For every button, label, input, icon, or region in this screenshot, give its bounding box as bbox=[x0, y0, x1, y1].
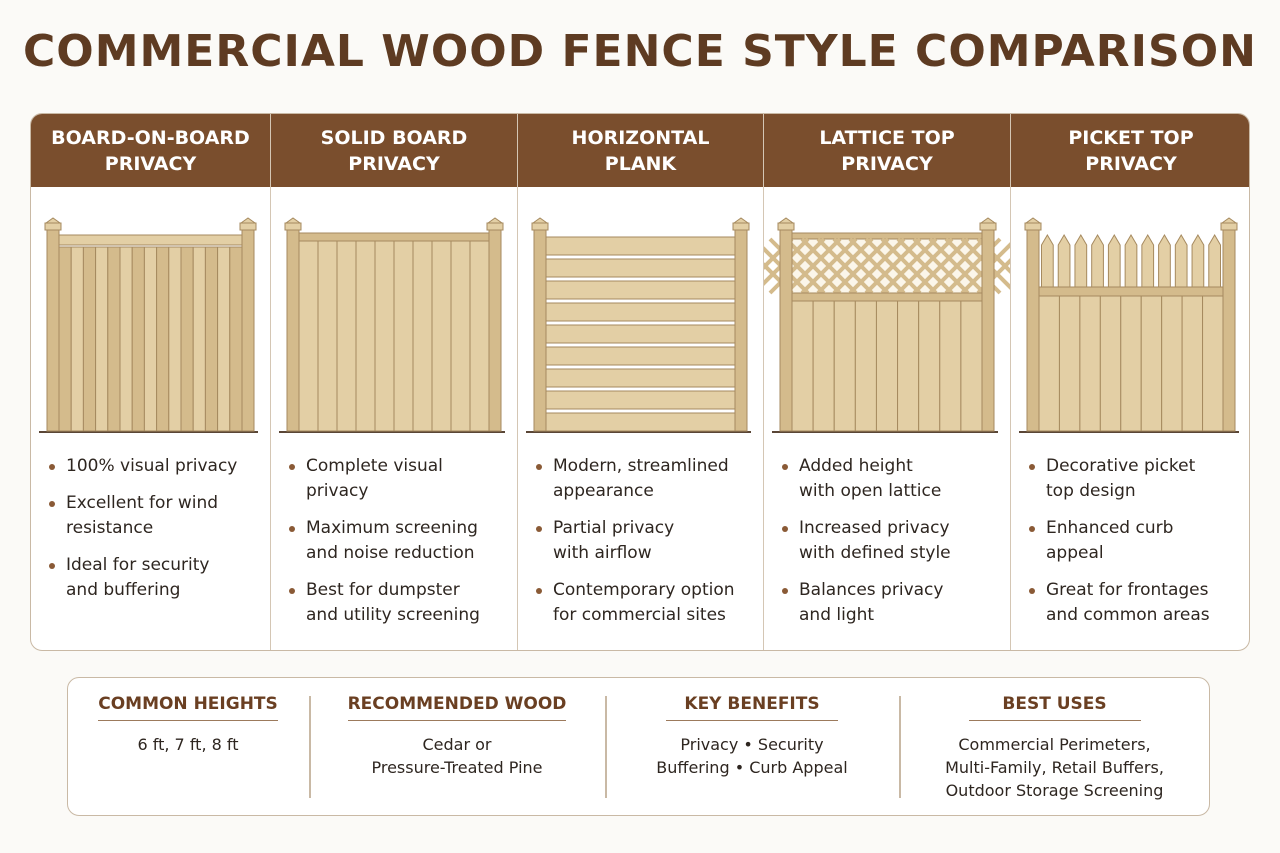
summary-heading: RECOMMENDED WOOD bbox=[348, 694, 567, 721]
column-horizontal-plank bbox=[518, 114, 764, 650]
lattice-top-fence-illustration bbox=[764, 209, 1010, 439]
feature-text: Complete visual privacy bbox=[306, 456, 443, 501]
bullet-icon bbox=[1029, 588, 1035, 594]
feature-item bbox=[1027, 516, 1243, 566]
summary-heading: BEST USES bbox=[969, 694, 1141, 721]
top-rail bbox=[59, 235, 242, 245]
bullet-icon bbox=[536, 588, 542, 594]
post-top bbox=[1222, 218, 1236, 223]
fence-board bbox=[169, 247, 181, 431]
fence-plank bbox=[546, 391, 735, 409]
picket bbox=[1159, 235, 1171, 287]
fence-post bbox=[1027, 229, 1039, 431]
bullet-icon bbox=[289, 588, 295, 594]
fence-board bbox=[1182, 296, 1202, 431]
picket bbox=[1125, 235, 1137, 287]
page-title: COMMERCIAL WOOD FENCE STYLE COMPARISON bbox=[23, 26, 1257, 77]
fence-board bbox=[1039, 296, 1059, 431]
fence-board bbox=[356, 241, 375, 431]
fence-board bbox=[337, 241, 356, 431]
style-name: BOARD-ON-BOARD PRIVACY bbox=[51, 126, 250, 175]
fence-plank bbox=[546, 413, 735, 431]
fence-board bbox=[205, 247, 217, 431]
picket bbox=[1209, 235, 1221, 287]
picket bbox=[1192, 235, 1204, 287]
fence-board bbox=[144, 247, 156, 431]
summary-text: Commercial Perimeters, Multi-Family, Retail Buffers, Outdoor Storage Screening bbox=[945, 735, 1164, 800]
fence-board bbox=[413, 241, 432, 431]
feature-item bbox=[287, 516, 509, 566]
feature-item bbox=[780, 454, 1002, 504]
fence-board bbox=[961, 301, 982, 431]
fence-board bbox=[299, 241, 318, 431]
fence-post bbox=[534, 229, 546, 431]
feature-text: Increased privacy with defined style bbox=[799, 518, 951, 563]
post-cap bbox=[240, 223, 256, 230]
summary-panel bbox=[67, 677, 1210, 816]
mid-rail bbox=[1039, 287, 1223, 296]
post-cap bbox=[1025, 223, 1041, 230]
post-top bbox=[46, 218, 60, 223]
board-on-board-fence-illustration bbox=[31, 209, 270, 439]
feature-item bbox=[534, 578, 755, 628]
fence-board bbox=[1141, 296, 1161, 431]
bullet-icon bbox=[289, 464, 295, 470]
column-picket-top bbox=[1011, 114, 1250, 650]
column-header bbox=[764, 114, 1010, 187]
picket bbox=[1092, 235, 1104, 287]
post-top bbox=[241, 218, 255, 223]
picket bbox=[1042, 235, 1054, 287]
bullet-icon bbox=[49, 501, 55, 507]
column-header bbox=[271, 114, 517, 187]
bullet-icon bbox=[49, 464, 55, 470]
summary-best-uses bbox=[900, 678, 1209, 815]
post-top bbox=[779, 218, 793, 223]
feature-item bbox=[47, 491, 262, 541]
feature-text: Balances privacy and light bbox=[799, 580, 944, 625]
fence-board bbox=[394, 241, 413, 431]
fence-post bbox=[489, 229, 501, 431]
picket bbox=[1108, 235, 1120, 287]
feature-text: Partial privacy with airflow bbox=[553, 518, 675, 563]
fence-board bbox=[230, 247, 242, 431]
fence-board bbox=[193, 247, 205, 431]
solid-board-fence-illustration bbox=[271, 209, 517, 439]
feature-list bbox=[534, 454, 755, 640]
feature-list bbox=[1027, 454, 1243, 640]
fence-board bbox=[919, 301, 940, 431]
fence-board bbox=[451, 241, 470, 431]
picket bbox=[1142, 235, 1154, 287]
fence-board bbox=[218, 247, 230, 431]
fence-comparison-table bbox=[30, 113, 1250, 651]
fence-board bbox=[470, 241, 489, 431]
fence-post bbox=[242, 229, 254, 431]
post-cap bbox=[285, 223, 301, 230]
fence-board bbox=[375, 241, 394, 431]
summary-common-heights bbox=[68, 678, 308, 815]
summary-heading: KEY BENEFITS bbox=[666, 694, 838, 721]
fence-post bbox=[1223, 229, 1235, 431]
post-cap bbox=[1221, 223, 1237, 230]
fence-plank bbox=[546, 369, 735, 387]
post-top bbox=[488, 218, 502, 223]
post-cap bbox=[487, 223, 503, 230]
fence-board bbox=[876, 301, 897, 431]
fence-board bbox=[96, 247, 108, 431]
bullet-icon bbox=[782, 526, 788, 532]
feature-text: Contemporary option for commercial sites bbox=[553, 580, 735, 625]
fence-board bbox=[898, 301, 919, 431]
column-header bbox=[31, 114, 270, 187]
fence-board bbox=[1203, 296, 1223, 431]
feature-text: Great for frontages and common areas bbox=[1046, 580, 1210, 625]
feature-item bbox=[780, 516, 1002, 566]
fence-board bbox=[792, 301, 813, 431]
fence-plank bbox=[546, 347, 735, 365]
summary-text: Privacy • Security Buffering • Curb Appeal bbox=[656, 735, 848, 777]
picket bbox=[1175, 235, 1187, 287]
style-name: PICKET TOP PRIVACY bbox=[1068, 126, 1194, 175]
feature-text: Ideal for security and buffering bbox=[66, 555, 210, 600]
feature-item bbox=[1027, 578, 1243, 628]
feature-text: Modern, streamlined appearance bbox=[553, 456, 729, 501]
post-cap bbox=[733, 223, 749, 230]
fence-plank bbox=[546, 259, 735, 277]
fence-board bbox=[181, 247, 193, 431]
fence-board bbox=[1080, 296, 1100, 431]
summary-key-benefits bbox=[606, 678, 898, 815]
fence-plank bbox=[546, 303, 735, 321]
feature-text: Enhanced curb appeal bbox=[1046, 518, 1174, 563]
horizontal-plank-fence-illustration bbox=[518, 209, 763, 439]
fence-board bbox=[834, 301, 855, 431]
fence-board bbox=[71, 247, 83, 431]
fence-board bbox=[1162, 296, 1182, 431]
summary-text: 6 ft, 7 ft, 8 ft bbox=[137, 735, 239, 754]
picket-top-fence-illustration bbox=[1011, 209, 1250, 439]
fence-board bbox=[157, 247, 169, 431]
feature-item bbox=[287, 454, 509, 504]
feature-list bbox=[780, 454, 1002, 640]
summary-heading: COMMON HEIGHTS bbox=[98, 694, 278, 721]
fence-board bbox=[940, 301, 961, 431]
feature-text: Decorative picket top design bbox=[1046, 456, 1196, 501]
fence-board bbox=[59, 247, 71, 431]
fence-board bbox=[108, 247, 120, 431]
fence-board bbox=[855, 301, 876, 431]
column-header bbox=[1011, 114, 1250, 187]
feature-item bbox=[47, 553, 262, 603]
fence-plank bbox=[546, 237, 735, 255]
feature-item bbox=[1027, 454, 1243, 504]
post-top bbox=[533, 218, 547, 223]
style-name: SOLID BOARD PRIVACY bbox=[320, 126, 468, 175]
column-board-on-board bbox=[31, 114, 271, 650]
fence-post bbox=[47, 229, 59, 431]
post-cap bbox=[980, 223, 996, 230]
bullet-icon bbox=[536, 526, 542, 532]
fence-board bbox=[120, 247, 132, 431]
bullet-icon bbox=[289, 526, 295, 532]
fence-board bbox=[1100, 296, 1120, 431]
fence-plank bbox=[546, 281, 735, 299]
feature-item bbox=[47, 454, 262, 479]
fence-post bbox=[982, 229, 994, 431]
style-name: LATTICE TOP PRIVACY bbox=[819, 126, 955, 175]
feature-text: Maximum screening and noise reduction bbox=[306, 518, 478, 563]
fence-board bbox=[132, 247, 144, 431]
style-name: HORIZONTAL PLANK bbox=[571, 126, 710, 175]
picket bbox=[1075, 235, 1087, 287]
feature-text: Added height with open lattice bbox=[799, 456, 942, 501]
feature-list bbox=[47, 454, 262, 615]
bullet-icon bbox=[782, 588, 788, 594]
fence-board bbox=[432, 241, 451, 431]
post-top bbox=[734, 218, 748, 223]
bullet-icon bbox=[1029, 526, 1035, 532]
fence-board bbox=[1121, 296, 1141, 431]
summary-text: Cedar or Pressure-Treated Pine bbox=[371, 735, 543, 777]
feature-item bbox=[534, 454, 755, 504]
post-cap bbox=[45, 223, 61, 230]
fence-post bbox=[735, 229, 747, 431]
column-lattice-top bbox=[764, 114, 1011, 650]
post-cap bbox=[778, 223, 794, 230]
feature-item bbox=[534, 516, 755, 566]
fence-board bbox=[813, 301, 834, 431]
picket bbox=[1058, 235, 1070, 287]
fence-post bbox=[780, 229, 792, 431]
feature-text: Best for dumpster and utility screening bbox=[306, 580, 480, 625]
bullet-icon bbox=[49, 563, 55, 569]
post-cap bbox=[532, 223, 548, 230]
bullet-icon bbox=[536, 464, 542, 470]
fence-post bbox=[287, 229, 299, 431]
column-solid-board bbox=[271, 114, 518, 650]
feature-item bbox=[780, 578, 1002, 628]
bullet-icon bbox=[1029, 464, 1035, 470]
column-header bbox=[518, 114, 763, 187]
post-top bbox=[981, 218, 995, 223]
fence-plank bbox=[546, 325, 735, 343]
post-top bbox=[1026, 218, 1040, 223]
mid-rail bbox=[792, 293, 982, 301]
fence-board bbox=[1059, 296, 1079, 431]
fence-board bbox=[83, 247, 95, 431]
feature-list bbox=[287, 454, 509, 640]
bullet-icon bbox=[782, 464, 788, 470]
feature-text: 100% visual privacy bbox=[66, 456, 238, 476]
feature-text: Excellent for wind resistance bbox=[66, 493, 219, 538]
post-top bbox=[286, 218, 300, 223]
fence-board bbox=[318, 241, 337, 431]
top-rail bbox=[299, 233, 489, 241]
feature-item bbox=[287, 578, 509, 628]
summary-recommended-wood bbox=[310, 678, 604, 815]
